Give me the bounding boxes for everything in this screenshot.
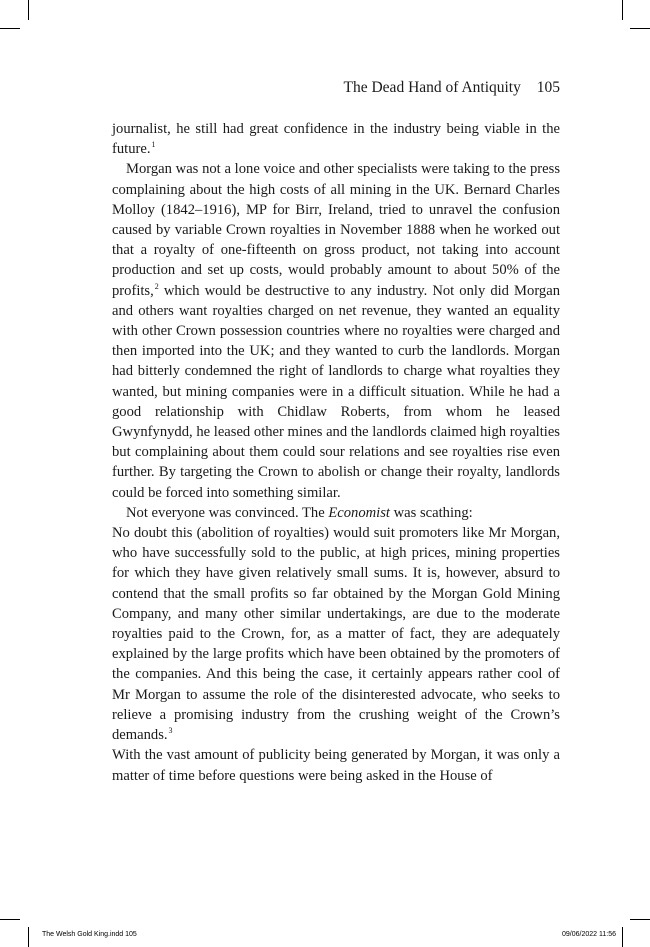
crop-mark xyxy=(630,919,650,920)
crop-mark xyxy=(0,919,20,920)
crop-mark xyxy=(28,0,29,20)
block-quote: No doubt this (abolition of royalties) would suit promoters like Mr Morgan, who have successfully sold to the public, at high prices, mining properties for which they have given relatively small sums. It is, however, absurd to contend that the small profits so far obtained by the Morgan Gold Mining Company, and many other similar undertakings, are due to the moderate royalties paid to the Crown, for, as a matter of fact, they are adequately explained by the large profits which have been obtained by the promoters of the companies. And this being the case, it certainly appears rather cool of Mr Morgan to assume the role of the disinterested advocate, who seeks to relieve a promising industry from the crushing weight of the Crown’s demands.$^3$ xyxy=(112,525,560,744)
paragraph: With the vast amount of publicity being generated by Morgan, it was only a matter of time before questions were being asked in the House of xyxy=(112,747,560,784)
page-number: 105 xyxy=(536,79,560,96)
running-title: The Dead Hand of Antiquity xyxy=(343,79,521,96)
footnote-ref: 1 xyxy=(151,140,156,150)
crop-mark xyxy=(622,0,623,20)
slug-filename: The Welsh Gold King.indd 105 xyxy=(42,931,137,938)
footnote-ref: 3 xyxy=(168,726,173,736)
slug-timestamp: 09/06/2022 11:56 xyxy=(562,931,616,938)
footnote-ref: 2 xyxy=(154,281,159,291)
paragraph: Morgan was not a lone voice and other specialists were taking to the press complaining about the high costs of all mining in the UK. Bernard Charles Molloy (1842–1916), MP for Birr, Ireland, tried to unravel the confusion caused by variable Crown royalties in November 1888 when he worked out that a royalty of one-fifteenth on gross product, not taking into account production and set up costs, would probably amount to about 50% of the profits,$^2$ which would be destructive to any industry. Not only did Morgan and others want royalties charged on net revenue, they wanted an equality with other Crown possession countries where no royalties were charged and then imported into the UK; and they wanted to curb the landlords. Morgan had bitterly condemned the right of landlords to charge what royalties they wanted, but mining companies were in a difficult situation. While he had a good relationship with Chidlaw Roberts, from whom he leased Gwynfynydd, he leased other mines and the landlords claimed high royalties but complaining about them could sour relations and see royalties rise even further. By targeting the Crown to abolish or change their royalty, landlords could be forced into something similar. xyxy=(112,161,560,501)
crop-mark xyxy=(622,927,623,947)
paragraph: journalist, he still had great confidence in the industry being viable in the future.$^1$ xyxy=(112,121,560,158)
crop-mark xyxy=(0,28,20,29)
crop-mark xyxy=(28,927,29,947)
crop-mark xyxy=(630,28,650,29)
paragraph: Not everyone was convinced. The Economist was scathing: xyxy=(126,504,473,521)
running-header xyxy=(112,79,560,97)
body-text xyxy=(112,119,560,786)
publication-title: Economist xyxy=(328,504,390,521)
